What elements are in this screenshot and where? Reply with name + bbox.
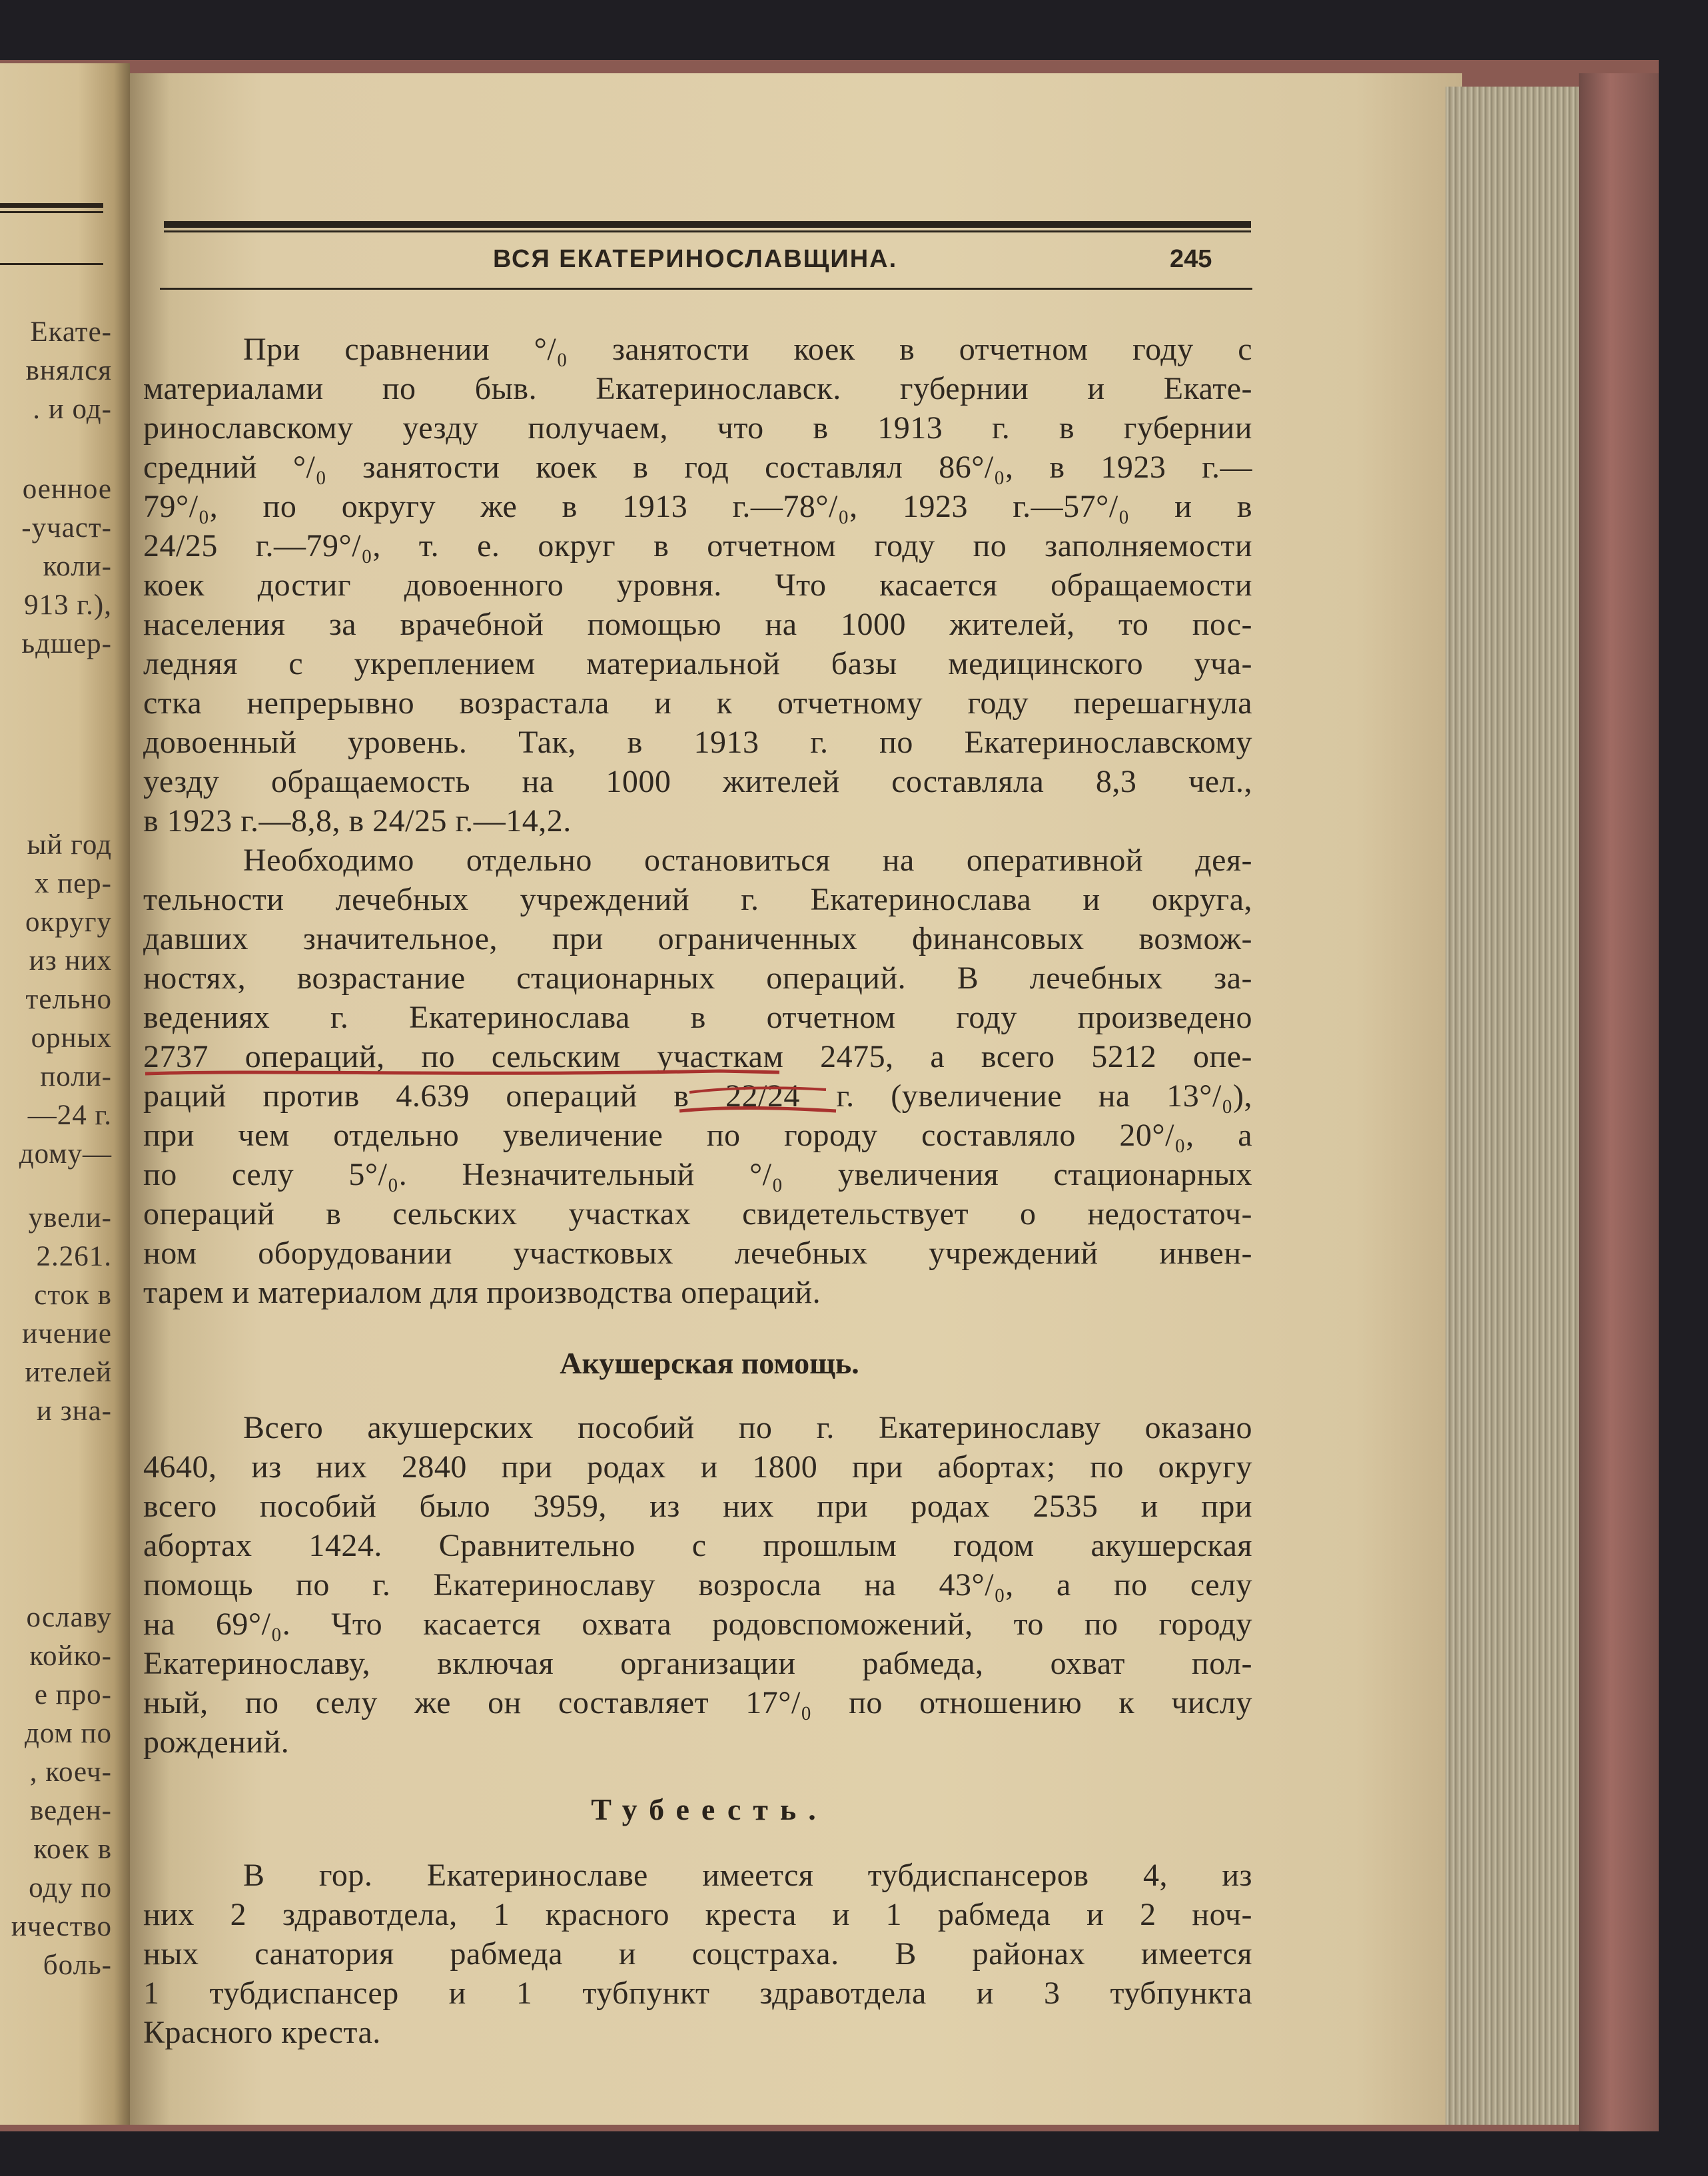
page-number: 245 — [1170, 245, 1212, 273]
p3-line: рождений. — [143, 1724, 290, 1760]
left-page-line-fragment: ителей — [25, 1357, 112, 1388]
left-page-line-fragment: округу — [25, 907, 112, 938]
p3-line: на 69°/₀. Что касается охвата родовспоможений, то по городу — [143, 1607, 1252, 1642]
p1-line: в 1923 г.—8,8, в 24/25 г.—14,2. — [143, 803, 572, 839]
left-page-line-fragment: внялся — [25, 355, 112, 386]
section-heading-tuberculosis: Тубеесть. — [591, 1792, 828, 1826]
p2-line: по селу 5°/₀. Незначительный °/₀ увеличения стационарных — [143, 1157, 1252, 1192]
p1-line: 79°/₀, по округу же в 1913 г.—78°/₀, 1923 г.—57°/₀ и в — [143, 489, 1252, 524]
page-edges — [1446, 87, 1579, 2125]
p3-line: всего пособий было 3959, из них при родах 2535 и при — [143, 1489, 1252, 1524]
left-page-line-fragment: , коеч- — [29, 1756, 112, 1788]
p4-line: них 2 здравотдела, 1 красного креста и 1 рабмеда и 2 ноч- — [143, 1897, 1252, 1932]
p1-line: При сравнении °/₀ занятости коек в отчетном году с — [243, 332, 1252, 367]
cover-edge — [1579, 73, 1659, 2131]
p2-line: Необходимо отдельно остановиться на оперативной дея- — [243, 843, 1252, 878]
left-page-line-fragment: сток в — [34, 1279, 112, 1311]
p1-line: довоенный уровень. Так, в 1913 г. по Екатеринославскому — [143, 725, 1252, 760]
left-page-line-fragment: коли- — [43, 551, 112, 582]
left-page-line-fragment: койко- — [29, 1640, 112, 1672]
p1-line: уезду обращаемость на 1000 жителей составляла 8,3 чел., — [143, 764, 1252, 799]
left-page-line-fragment: увели- — [28, 1202, 112, 1234]
left-page-line-fragment: веден- — [30, 1795, 112, 1826]
left-page-line-fragment: 913 г.), — [24, 589, 112, 621]
p2-line: давших значительное, при ограниченных финансовых возмож- — [143, 921, 1252, 956]
left-page-line-fragment: -участ- — [21, 512, 112, 544]
left-page-line-fragment: оенное — [22, 474, 112, 505]
p3-line: абортах 1424. Сравнительно с прошлым годом акушерская — [143, 1528, 1252, 1563]
left-page-line-fragment: тельно — [25, 984, 112, 1015]
p1-line: материалами по быв. Екатеринославск. губернии и Екате- — [143, 371, 1252, 406]
left-page-line-fragment: е про- — [34, 1679, 112, 1710]
p1-line: ледняя с укреплением материальной базы медицинского уча- — [143, 646, 1252, 681]
p2-line: при чем отдельно увеличение по городу составляло 20°/₀, а — [143, 1118, 1252, 1153]
p3-line: Всего акушерских пособий по г. Екатеринославу оказано — [243, 1410, 1252, 1445]
left-page-line-fragment: 2.261. — [36, 1241, 112, 1272]
left-page-line-fragment: из них — [29, 945, 112, 976]
p4-line: Красного креста. — [143, 2015, 381, 2050]
left-page-line-fragment: ичество — [11, 1911, 112, 1942]
p2-line: ном оборудовании участковых лечебных учреждений инвен- — [143, 1236, 1252, 1271]
p1-line: населения за врачебной помощью на 1000 жителей, то пос- — [143, 607, 1252, 642]
p3-line: Екатеринославу, включая организации рабмеда, охват пол- — [143, 1646, 1252, 1681]
header-rule-thick — [164, 221, 1251, 228]
p2-line: тарем и материалом для производства операций. — [143, 1275, 821, 1310]
left-page-line-fragment: боль- — [43, 1950, 112, 1981]
left-page-line-fragment: орных — [31, 1022, 112, 1054]
p2-line: тельности лечебных учреждений г. Екатеринослава и округа, — [143, 882, 1252, 917]
section-heading-obstetrics: Акушерская помощь. — [560, 1346, 859, 1380]
p1-line: коек достиг довоенного уровня. Что касается обращаемости — [143, 567, 1252, 603]
left-page-line-fragment: ичение — [22, 1318, 112, 1349]
left-page-line-fragment: Екате- — [30, 316, 112, 348]
left-page-line-fragment: оду по — [29, 1872, 112, 1904]
left-page-rule — [0, 263, 103, 265]
left-page-line-fragment: поли- — [40, 1061, 112, 1092]
left-page-line-fragment: ославу — [26, 1602, 112, 1633]
left-page-line-fragment: дом по — [24, 1718, 112, 1749]
running-head: ВСЯ ЕКАТЕРИНОСЛАВЩИНА. — [493, 245, 898, 273]
p3-line: ный, по селу же он составляет 17°/₀ по отношению к числу — [143, 1685, 1252, 1720]
left-page-line-fragment: дому— — [19, 1138, 112, 1170]
p1-line: средний °/₀ занятости коек в год составлял 86°/₀, в 1923 г.— — [143, 450, 1252, 485]
p2-line: ностях, возрастание стационарных операций. В лечебных за- — [143, 960, 1252, 996]
p4-line: ных санатория рабмеда и соцстраха. В районах имеется — [143, 1936, 1252, 1972]
header-rule-bottom — [160, 288, 1252, 290]
left-page-rule — [0, 203, 103, 208]
left-page-line-fragment: х пер- — [34, 868, 112, 899]
left-page-line-fragment: коек в — [33, 1834, 112, 1865]
p4-line: В гор. Екатеринославе имеется тубдиспансеров 4, из — [243, 1858, 1252, 1893]
left-page-line-fragment: ьдшер- — [21, 628, 112, 659]
p1-line: стка непрерывно возрастала и к отчетному году перешагнула — [143, 685, 1252, 721]
left-page-rule — [0, 211, 103, 213]
left-page-line-fragment: и зна- — [36, 1395, 112, 1427]
p1-line: ринославскому уезду получаем, что в 1913 г. в губернии — [143, 410, 1252, 446]
p1-line: 24/25 г.—79°/₀, т. е. округ в отчетном году по заполняемости — [143, 528, 1252, 563]
header-rule-thin — [164, 230, 1251, 232]
left-page-line-fragment: ый год — [27, 829, 112, 861]
p3-line: помощь по г. Екатеринославу возросла на 43°/₀, а по селу — [143, 1567, 1252, 1603]
p2-line: операций в сельских участках свидетельствует о недостаточ- — [143, 1196, 1252, 1232]
p4-line: 1 тубдиспансер и 1 тубпункт здравотдела и 3 тубпункта — [143, 1976, 1252, 2011]
p3-line: 4640, из них 2840 при родах и 1800 при абортах; по округу — [143, 1449, 1252, 1485]
left-page-line-fragment: . и од- — [33, 394, 112, 425]
p2-line: раций против 4.639 операций в 22/24 г. (увеличение на 13°/₀), — [143, 1078, 1252, 1114]
left-page-line-fragment: —24 г. — [27, 1100, 112, 1131]
p2-line: 2737 операций, по сельским участкам 2475, а всего 5212 опе- — [143, 1039, 1252, 1074]
p2-line: ведениях г. Екатеринослава в отчетном году произведено — [143, 1000, 1252, 1035]
